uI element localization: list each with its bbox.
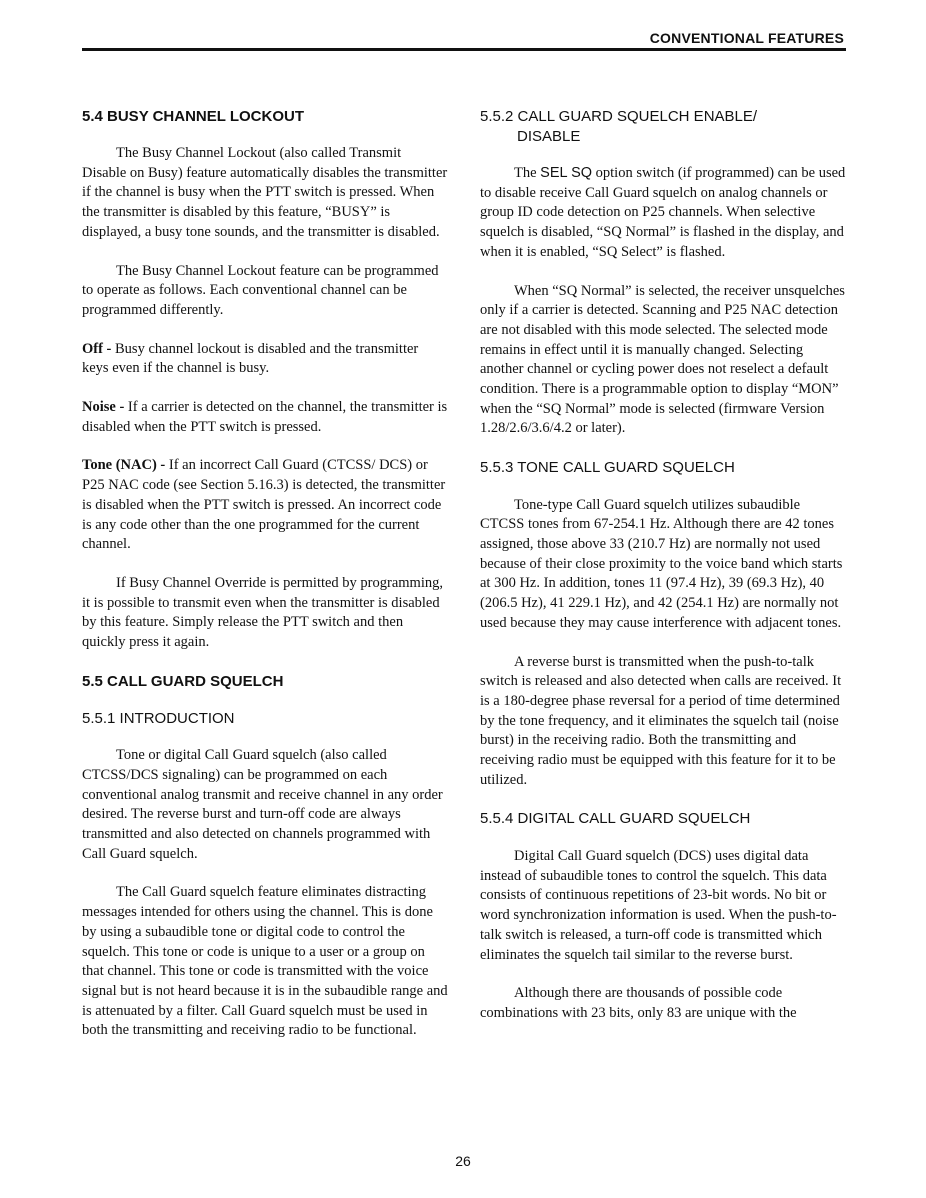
- heading-line: DISABLE: [517, 127, 581, 145]
- option-noise: [82, 398, 448, 437]
- text-run: The: [514, 165, 541, 181]
- heading-line: 5.5.2 CALL GUARD SQUELCH ENABLE/: [480, 108, 758, 125]
- left-column: [82, 107, 448, 1060]
- paragraph: The Busy Channel Lockout (also called Transmit Disable on Busy) feature automatically disables the transmitter if the channel is busy when the PTT switch is pressed. When the transmitter is disabled by this feature, “BUSY” is displayed, a busy tone sounds, and the transmitter is disabled.: [82, 145, 448, 240]
- paragraph: Although there are thousands of possible code combinations with 23 bits, only 83 are unique with the: [480, 985, 797, 1021]
- paragraph: If Busy Channel Override is permitted by programming, it is possible to transmit even when the transmitter is disabled by this feature. Simply release the PTT switch and then quickly press it again.: [82, 574, 443, 651]
- header-rule: [82, 48, 846, 51]
- option-label: Tone (NAC) -: [82, 457, 166, 474]
- subsection-heading-5-5-4: 5.5.4 DIGITAL CALL GUARD SQUELCH: [480, 810, 751, 828]
- subsection-heading-5-5-3: 5.5.3 TONE CALL GUARD SQUELCH: [480, 459, 735, 477]
- paragraph: Tone or digital Call Guard squelch (also called CTCSS/DCS signaling) can be programmed on each conventional analog transmit and receive channel in any order desired. The reverse burst and turn-off code are always transmitted and also detected on channels programmed with Call Guard squelch.: [82, 747, 443, 862]
- paragraph: The Call Guard squelch feature eliminates distracting messages intended for others using the channel. This is done by using a subaudible tone or digital code to control the squelch. This tone or code is unique to a user or a group on that channel. This tone or code is transmitted with the voice signal but is not heard because it is in the subaudible range and is attenuated by a filter. Call Guard squelch must be used in both the transmitting and receiving radio to be functional.: [82, 884, 448, 1039]
- option-label: Off -: [82, 340, 112, 357]
- paragraph: Tone-type Call Guard squelch utilizes subaudible CTCSS tones from 67-254.1 Hz. Although there are 42 tones assigned, those above 33 (210.7 Hz) are normally not used because of their close proximity to the voice band which starts at 300 Hz. In addition, tones 11 (97.4 Hz), 39 (69.3 Hz), 40 (206.5 Hz), 41 229.1 Hz), and 42 (254.1 Hz) are normally not used because they may cause interference with adjacent tones.: [480, 496, 843, 631]
- option-label: Noise -: [82, 399, 125, 416]
- section-heading-5-5: 5.5 CALL GUARD SQUELCH: [82, 672, 284, 690]
- option-off: [82, 340, 448, 379]
- subsection-heading-5-5-2: [480, 107, 846, 146]
- option-text: Busy channel lockout is disabled and the transmitter keys even if the channel is busy.: [82, 340, 419, 377]
- option-tone: [82, 456, 448, 555]
- right-column: [480, 107, 846, 1043]
- page-number: 26: [455, 1153, 471, 1169]
- section-heading-5-4: 5.4 BUSY CHANNEL LOCKOUT: [82, 108, 304, 125]
- paragraph: The Busy Channel Lockout feature can be programmed to operate as follows. Each conventional channel can be programmed differently.: [82, 262, 439, 318]
- paragraph: Digital Call Guard squelch (DCS) uses digital data instead of subaudible tones to control the squelch. This data consists of continuous repetitions of 23-bit words. No bit or word synchronization information is used. When the push-to-talk switch is released, a turn-off code is transmitted which eliminates the squelch tail similar to the reverse burst.: [480, 847, 837, 963]
- paragraph: When “SQ Normal” is selected, the receiver unsquelches only if a carrier is detected. Scanning and P25 NAC detection are not disabled with this mode selected. The selected mode remains in effect until it is manually changed. Selecting another channel or cycling power does not reselect a default condition. There is a programmable option to display “MON” when the “SQ Normal” mode is selected (firmware Version 1.28/2.6/3.6/4.2 or later).: [480, 282, 845, 437]
- text-run: option switch (if programmed) can be used to disable receive Call Guard squelch on analog channels or group ID code detection on P25 channels. When selective squelch is disabled, “SQ Normal” is flashed in the display, and when it is enabled, “SQ Select” is flashed.: [480, 165, 846, 260]
- switch-name: SEL SQ: [540, 165, 593, 181]
- paragraph: [480, 164, 846, 263]
- running-header: CONVENTIONAL FEATURES: [649, 30, 844, 46]
- option-text: If a carrier is detected on the channel, the transmitter is disabled when the PTT switch is pressed.: [82, 399, 448, 435]
- paragraph: A reverse burst is transmitted when the push-to-talk switch is released and also detected when calls are received. It is a 180-degree phase reversal for a period of time determined by the tone frequency, and it eliminates the squelch tail (noise burst) in the receiving radio. Both the transmitting and receiving radio must be equipped with this feature for it to be utilized.: [480, 653, 842, 788]
- subsection-heading-5-5-1: 5.5.1 INTRODUCTION: [82, 709, 235, 727]
- option-text: If an incorrect Call Guard (CTCSS/ DCS) or P25 NAC code (see Section 5.16.3) is detected, the transmitter is disabled when the PTT switch is pressed. An incorrect code is any code other than the one programmed for the current channel.: [82, 457, 446, 553]
